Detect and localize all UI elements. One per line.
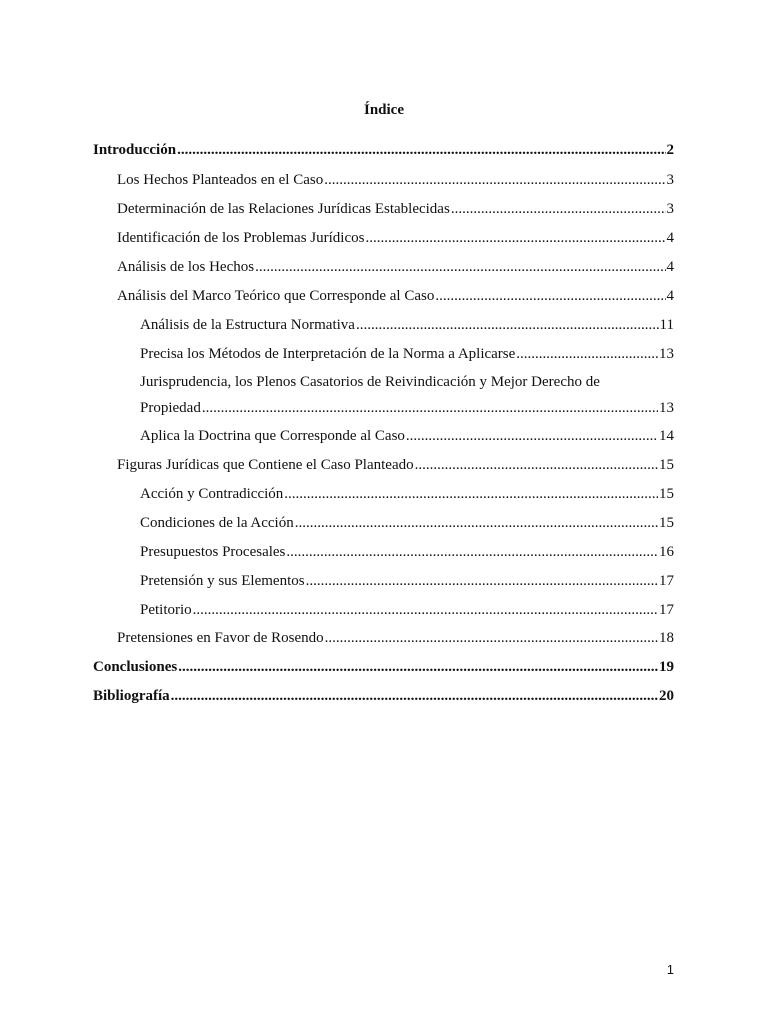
dot-leader — [171, 686, 658, 706]
dot-leader — [193, 600, 658, 620]
dot-leader — [324, 170, 665, 190]
dot-leader — [178, 657, 658, 677]
toc-title: Índice — [363, 102, 404, 118]
toc-entry-estructura-normativa[interactable] — [140, 315, 674, 335]
toc-entry-page: 20 — [659, 688, 674, 704]
toc-entry-doctrina[interactable] — [140, 426, 674, 446]
toc-entry-analisis-hechos[interactable] — [117, 257, 674, 277]
toc-entry-condiciones-accion[interactable] — [140, 513, 674, 533]
toc-entry-pretension-elementos[interactable] — [140, 571, 674, 591]
dot-leader — [284, 484, 658, 504]
dot-leader — [415, 455, 658, 475]
toc-entry-page: 13 — [659, 346, 674, 362]
dot-leader — [451, 199, 666, 219]
toc-entry-accion-contradiccion[interactable] — [140, 484, 674, 504]
toc-entry-label: Los Hechos Planteados en el Caso — [117, 172, 324, 188]
toc-entry-page: 3 — [666, 201, 674, 217]
dot-leader — [406, 426, 658, 446]
dot-leader — [356, 315, 659, 335]
dot-leader — [177, 140, 665, 160]
dot-leader — [286, 542, 658, 562]
dot-leader — [202, 398, 658, 418]
toc-entry-jurisprudencia[interactable] — [140, 398, 674, 418]
toc-entry-label: Petitorio — [140, 602, 192, 618]
dot-leader — [516, 344, 658, 364]
toc-entry-page: 4 — [666, 288, 674, 304]
toc-entry-label: Análisis del Marco Teórico que Corresponde al Caso — [117, 288, 435, 304]
toc-entry-page: 15 — [659, 486, 674, 502]
page-number: 1 — [666, 962, 674, 977]
toc-entry-page: 13 — [659, 400, 674, 416]
toc-entry-page: 16 — [659, 544, 674, 560]
toc-entry-label: Pretensión y sus Elementos — [140, 573, 305, 589]
toc-entry-page: 3 — [666, 172, 674, 188]
toc-entry-metodos-interpretacion[interactable] — [140, 344, 674, 364]
toc-entry-page: 14 — [659, 428, 674, 444]
toc-entry-label: Aplica la Doctrina que Corresponde al Caso — [140, 428, 405, 444]
toc-entry-pretensiones-rosendo[interactable] — [117, 628, 674, 648]
toc-entry-page: 17 — [659, 602, 674, 618]
toc-entry-page: 15 — [659, 515, 674, 531]
toc-entry-jurisprudencia-line1[interactable]: Jurisprudencia, los Plenos Casatorios de Reivindicación y Mejor Derecho de — [140, 374, 600, 390]
dot-leader — [306, 571, 658, 591]
toc-entry-label: Acción y Contradicción — [140, 486, 284, 502]
toc-entry-conclusiones[interactable] — [93, 657, 674, 677]
toc-entry-label: Introducción — [93, 142, 177, 158]
toc-entry-label: Identificación de los Problemas Jurídicos — [117, 230, 365, 246]
toc-entry-page: 15 — [659, 457, 674, 473]
toc-entry-label: Figuras Jurídicas que Contiene el Caso Planteado — [117, 457, 414, 473]
toc-entry-label: Pretensiones en Favor de Rosendo — [117, 630, 324, 646]
toc-entry-bibliografia[interactable] — [93, 686, 674, 706]
toc-entry-label: Propiedad — [140, 400, 201, 416]
dot-leader — [255, 257, 665, 277]
dot-leader — [325, 628, 658, 648]
toc-entry-page: 18 — [659, 630, 674, 646]
dot-leader — [365, 228, 665, 248]
toc-entry-label: Condiciones de la Acción — [140, 515, 294, 531]
toc-entry-petitorio[interactable] — [140, 600, 674, 620]
toc-entry-page: 4 — [666, 259, 674, 275]
dot-leader — [435, 286, 665, 306]
toc-entry-relaciones-juridicas[interactable] — [117, 199, 674, 219]
toc-entry-label: Precisa los Métodos de Interpretación de la Norma a Aplicarse — [140, 346, 516, 362]
toc-entry-presupuestos-procesales[interactable] — [140, 542, 674, 562]
toc-entry-page: 2 — [666, 142, 674, 158]
toc-entry-figuras-juridicas[interactable] — [117, 455, 674, 475]
toc-entry-page: 17 — [659, 573, 674, 589]
dot-leader — [295, 513, 658, 533]
toc-entry-label: Análisis de los Hechos — [117, 259, 255, 275]
toc-entry-label: Análisis de la Estructura Normativa — [140, 317, 355, 333]
toc-entry-introduccion[interactable] — [93, 140, 674, 160]
toc-entry-label: Bibliografía — [93, 688, 170, 704]
toc-entry-label: Presupuestos Procesales — [140, 544, 286, 560]
toc-entry-page: 4 — [666, 230, 674, 246]
toc-entry-marco-teorico[interactable] — [117, 286, 674, 306]
toc-entry-problemas-juridicos[interactable] — [117, 228, 674, 248]
toc-entry-page: 19 — [659, 659, 674, 675]
toc-entry-label: Determinación de las Relaciones Jurídicas Establecidas — [117, 201, 450, 217]
toc-entry-hechos-planteados[interactable] — [117, 170, 674, 190]
toc-entry-label: Conclusiones — [93, 659, 178, 675]
toc-entry-page: 11 — [659, 317, 674, 333]
